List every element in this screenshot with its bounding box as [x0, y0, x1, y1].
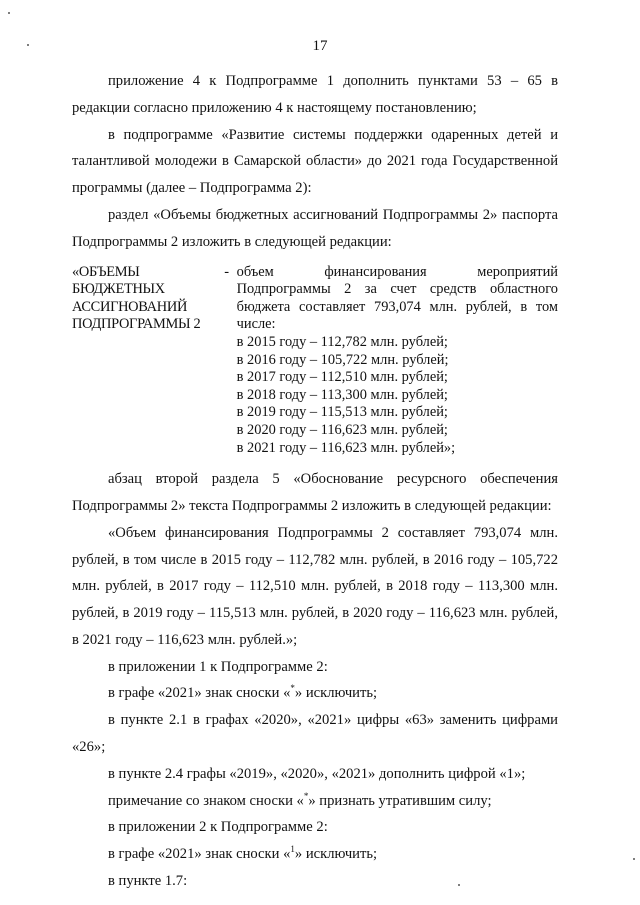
page-number: 17: [312, 38, 328, 54]
paragraph: в приложении 1 к Подпрограмме 2:: [108, 658, 328, 675]
year-line: в 2015 году – 112,782 млн. рублей;: [236, 333, 448, 350]
table-label: [72, 264, 217, 458]
year-line: в 2019 году – 115,513 млн. рублей;: [236, 404, 448, 421]
year-line: в 2016 году – 105,722 млн. рублей;: [236, 351, 449, 368]
table-label-line: ПОДПРОГРАММЫ 2: [72, 316, 201, 333]
text-run: в графе «2021» знак сноски «: [108, 846, 291, 863]
year-line: в 2018 году – 113,300 млн. рублей;: [236, 386, 448, 403]
text-run: примечание со знаком сноски «: [108, 792, 304, 809]
table-label-line: АССИГНОВАНИЙ: [72, 298, 188, 315]
year-line: в 2021 году – 116,623 млн. рублей»;: [236, 439, 456, 456]
budget-table: [72, 264, 558, 458]
scan-speck: [633, 858, 635, 860]
table-label-line: «ОБЪЕМЫ: [72, 263, 140, 280]
paragraph: «Объем финансирования Подпрограммы 2 составляет 793,074 млн. рублей, в том числе в 2015 году – 112,782 млн. рублей, в 2016 году – 105,722 млн. рублей, в 2017 году – 112,510 млн. рублей, в 2018 году – 113,300 млн. рублей, в 2019 году – 115,513 млн. рублей, в 2020 году – 116,623 млн. рублей, в 2021 году – 116,623 млн. рублей.»;: [72, 524, 558, 648]
text-run: » признать утратившим силу;: [308, 792, 492, 809]
table-intro: объем финансирования мероприятий Подпрограммы 2 за счет средств областного бюджета составляет 793,074 млн. рублей, в том числе:: [236, 263, 558, 333]
table-label-line: БЮДЖЕТНЫХ: [72, 281, 165, 298]
paragraph: в пункте 2.1 в графах «2020», «2021» цифры «63» заменить цифрами «26»;: [72, 712, 558, 756]
footnote-mark: *: [303, 790, 309, 801]
scan-speck: [8, 12, 10, 14]
paragraph: [72, 841, 558, 868]
footnote-mark: *: [290, 683, 295, 694]
year-line: в 2017 году – 112,510 млн. рублей;: [236, 369, 448, 386]
paragraph: приложение 4 к Подпрограмме 1 дополнить пунктами 53 – 65 в редакции согласно приложению 4 к настоящему постановлению;: [72, 73, 558, 116]
text-run: » исключить;: [294, 846, 378, 863]
table-value: [237, 264, 558, 458]
year-line: в 2020 году – 116,623 млн. рублей;: [236, 421, 448, 438]
paragraph: раздел «Объемы бюджетных ассигнований Подпрограммы 2» паспорта Подпрограммы 2 изложить в следующей редакции:: [72, 206, 558, 250]
paragraph: в пункте 2.4 графы «2019», «2020», «2021» дополнить цифрой «1»;: [108, 765, 526, 782]
paragraph: [72, 680, 558, 707]
footnote-mark: 1: [290, 844, 295, 855]
document-body: [72, 68, 558, 895]
text-run: в графе «2021» знак сноски «: [108, 685, 291, 702]
paragraph: абзац второй раздела 5 «Обоснование ресурсного обеспечения Подпрограммы 2» текста Подпрограммы 2 изложить в следующей редакции:: [72, 471, 558, 514]
paragraph: в приложении 2 к Подпрограмме 2:: [108, 819, 328, 836]
paragraph: в пункте 1.7:: [108, 873, 188, 890]
paragraph: [72, 788, 558, 815]
paragraph: в подпрограмме «Развитие системы поддержки одаренных детей и талантливой молодежи в Самарской области» до 2021 года Государственной программы (далее – Подпрограмма 2):: [72, 126, 558, 197]
text-run: » исключить;: [294, 685, 378, 702]
table-dash: -: [224, 263, 230, 280]
